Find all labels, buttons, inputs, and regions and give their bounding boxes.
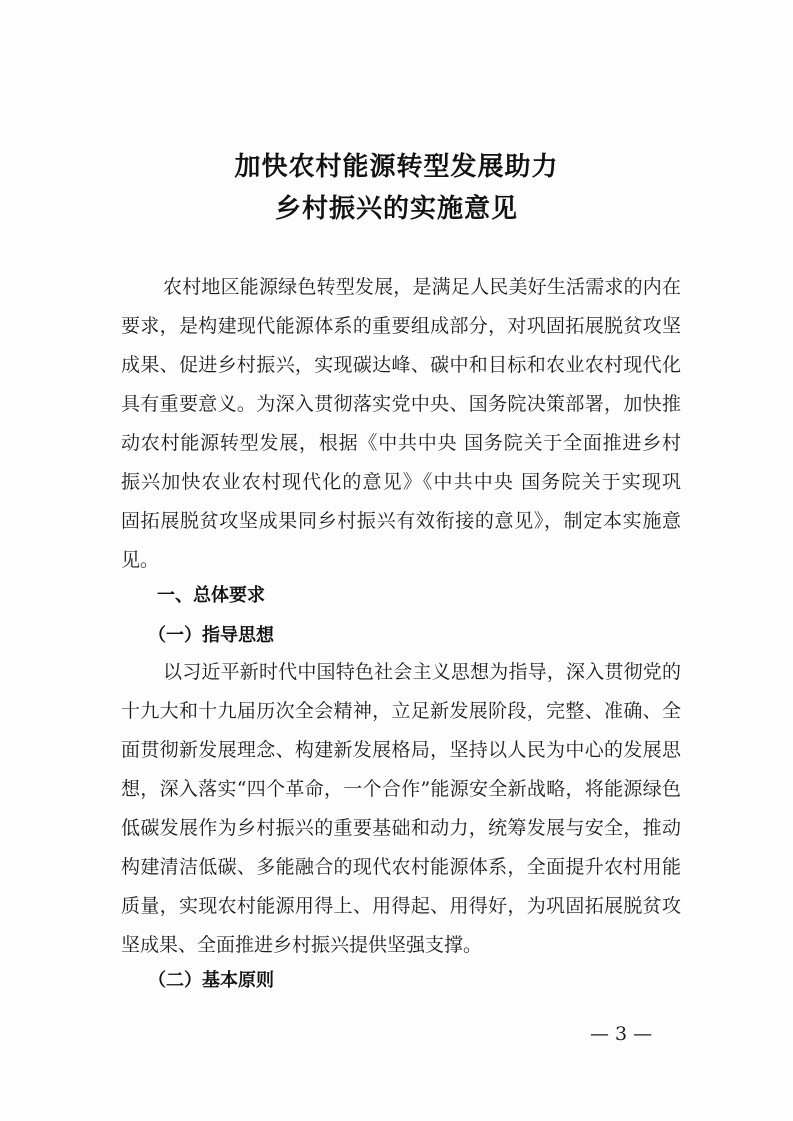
paragraph-line: 构建清洁低碳、多能融合的现代农村能源体系，全面提升农村用能 bbox=[121, 856, 681, 878]
paragraph-line: 想，深入落实“四个革命，一个合作”能源安全新战略，将能源绿色 bbox=[121, 778, 681, 800]
paragraph-line: 质量，实现农村能源用得上、用得起、用得好，为巩固拓展脱贫攻 bbox=[121, 895, 681, 917]
subsection-heading: （二）基本原则 bbox=[148, 970, 274, 991]
paragraph-line: 以习近平新时代中国特色社会主义思想为指导，深入贯彻党的 bbox=[163, 661, 681, 683]
document-title-line-1: 加快农村能源转型发展助力 bbox=[234, 152, 559, 182]
paragraph-line: 见。 bbox=[121, 549, 160, 571]
paragraph-line: 要求，是构建现代能源体系的重要组成部分，对巩固拓展脱贫攻坚 bbox=[121, 315, 681, 337]
paragraph-line: 成果、促进乡村振兴，实现碳达峰、碳中和目标和农业农村现代化 bbox=[121, 354, 681, 376]
paragraph-line: 农村地区能源绿色转型发展，是满足人民美好生活需求的内在 bbox=[163, 276, 681, 298]
paragraph-line: 低碳发展作为乡村振兴的重要基础和动力，统筹发展与安全，推动 bbox=[121, 817, 681, 839]
paragraph-line: 固拓展脱贫攻坚成果同乡村振兴有效衔接的意见》，制定本实施意 bbox=[121, 510, 681, 532]
paragraph-line: 具有重要意义。为深入贯彻落实党中央、国务院决策部署，加快推 bbox=[121, 393, 681, 415]
page-number: — 3 — bbox=[590, 1023, 653, 1045]
paragraph-line: 动农村能源转型发展，根据《中共中央 国务院关于全面推进乡村 bbox=[121, 432, 681, 454]
paragraph-line: 十九大和十九届历次全会精神，立足新发展阶段，完整、准确、全 bbox=[121, 700, 681, 722]
paragraph-line: 面贯彻新发展理念、构建新发展格局，坚持以人民为中心的发展思 bbox=[121, 739, 681, 761]
document-title-line-2: 乡村振兴的实施意见 bbox=[274, 194, 518, 224]
subsection-heading: （一）指导思想 bbox=[148, 625, 274, 646]
paragraph-line: 坚成果、全面推进乡村振兴提供坚强支撑。 bbox=[121, 934, 483, 956]
paragraph-line: 振兴加快农业农村现代化的意见》《中共中央 国务院关于实现巩 bbox=[121, 471, 681, 493]
section-heading: 一、总体要求 bbox=[157, 585, 265, 606]
